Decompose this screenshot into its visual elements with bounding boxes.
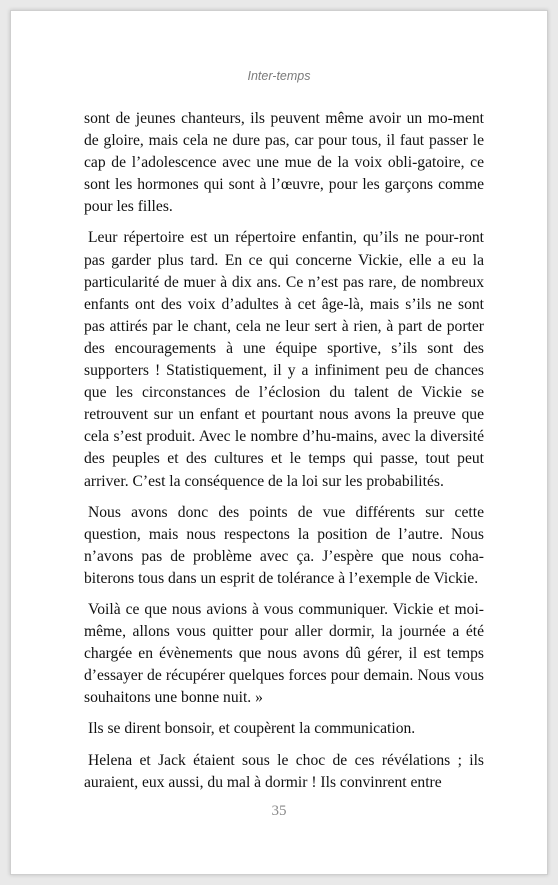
- document-page: [10, 10, 548, 875]
- paragraph: sont de jeunes chanteurs, ils peuvent même avoir un mo-ment de gloire, mais cela ne dure pas, car pour tous, il faut passer le cap de l’adolescence avec une mue de la voix obli-gatoire, ce sont les hormones qui sont à l’œuvre, pour les garçons comme pour les filles.: [84, 110, 484, 216]
- paragraph: Leur répertoire est un répertoire enfantin, qu’ils ne pour-ront pas garder plus tard. En ce qui concerne Vickie, elle a eu la particularité de muer à dix ans. Ce n’est pas rare, de nombreux enfants ont des voix d’adultes à cet âge-là, mais s’ils ne sont pas attirés par le chant, cela ne leur sert à rien, à part de porter des encouragements à une équipe sportive, s’ils sont des supporters ! Statistiquement, il y a infiniment peu de chances que les circonstances de l’éclosion du talent de Vickie se retrouvent sur un enfant et pourtant nous avons la preuve que cela s’est produit. Avec le nombre d’hu-mains, avec la diversité des peuples et des cultures et le temps qui passe, tout peut arriver. C’est la conséquence de la loi sur les probabilités.: [84, 229, 484, 490]
- page-number: 35: [271, 803, 287, 819]
- paragraph: Helena et Jack étaient sous le choc de ces révélations ; ils auraient, eux aussi, du mal à dormir ! Ils convinrent entre: [84, 751, 484, 791]
- body-text: [84, 108, 484, 803]
- paragraph: Ils se dirent bonsoir, et coupèrent la communication.: [88, 720, 416, 738]
- paragraph: Voilà ce que nous avions à vous communiquer. Vickie et moi-même, allons vous quitter pour aller dormir, la journée a été chargée en évènements que nous avons dû gérer, il est temps d’essayer de récupérer quelques forces pour demain. Nous vous souhaitons une bonne nuit. »: [84, 600, 484, 707]
- paragraph: Nous avons donc des points de vue différents sur cette question, mais nous respectons la position de l’autre. Nous n’avons pas de problème avec ça. J’espère que nous coha-biterons tous dans un esprit de tolérance à l’exemple de Vickie.: [84, 503, 484, 587]
- running-header: Inter-temps: [247, 69, 311, 83]
